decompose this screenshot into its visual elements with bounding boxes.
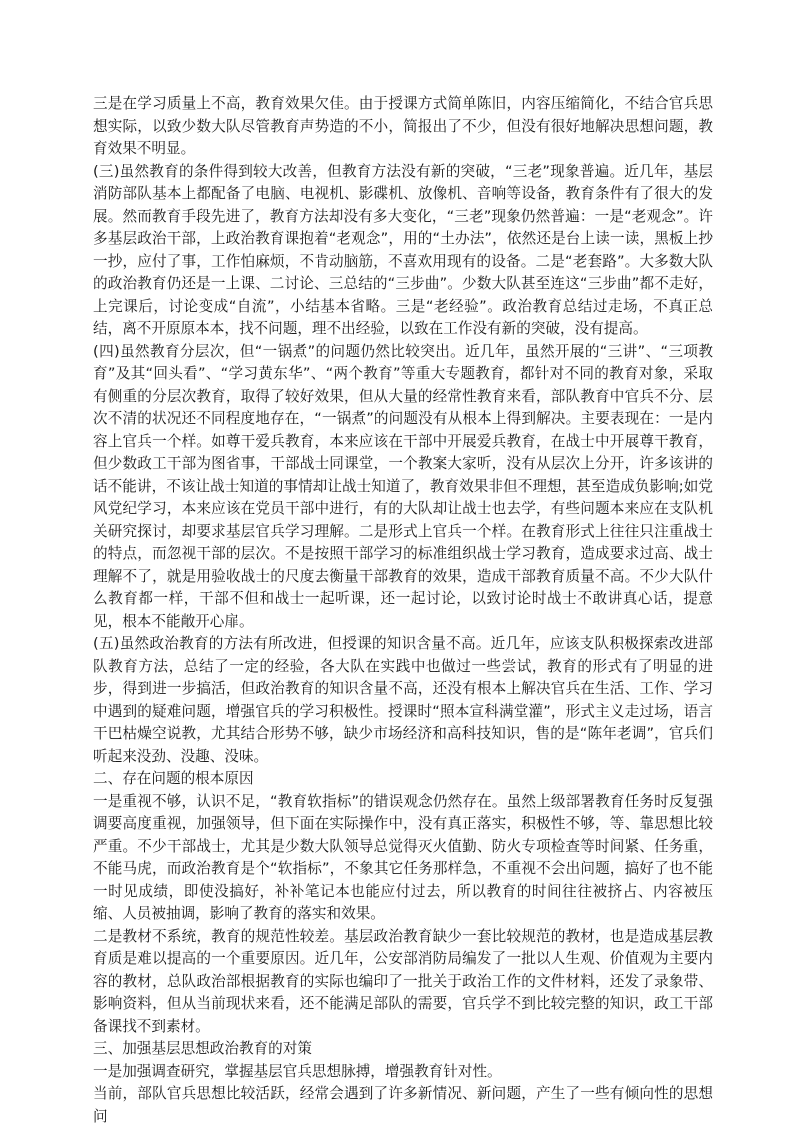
paragraph-section-five-knowledge: (五)虽然政治教育的方法有所改进，但授课的知识含量不高。近几年，应该支队积极探索改进部队教育方法，总结了一定的经验，各大队在实践中也做过一些尝试，教育的形式有了明显的进步，得到进一步搞活，但政治教育的知识含量不高，还没有根本上解决官兵在生活、工作、学习中遇到的疑难问题，增强官兵的学习积极性。授课时“照本宣科满堂灌”，形式主义走过场，语言干巴枯燥空说教，尤其结合形势不够，缺少市场经济和高科技知识，售的是“陈年老调”，官兵们听起来没劲、没趣、没味。 [93, 635, 713, 765]
paragraph-study-quality: 三是在学习质量上不高，教育效果欠佳。由于授课方式简单陈旧，内容压缩简化，不结合官兵思想实际，以致少数大队尽管教育声势造的不小，简报出了不少，但没有很好地解决思想问题，教育效果不明显。 [93, 95, 713, 157]
paragraph-section-four-levels: (四)虽然教育分层次，但“一锅煮”的问题仍然比较突出。近几年，虽然开展的“三讲”、“三项教育”及其“回头看”、“学习黄东华”、“两个教育”等重大专题教育，都针对不同的教育对象，采取有侧重的分层次教育，取得了较好效果，但从大量的经常性教育来看，部队教育中官兵不分、层次不清的状况还不同程度地存在，“一锅煮”的问题没有从根本上得到解决。主要表现在：一是内容上官兵一个样。如尊干爱兵教育，本来应该在干部中开展爱兵教育，在战士中开展尊干教育，但少数政工干部为图省事，干部战士同课堂，一个教案大家听，没有从层次上分开，许多该讲的话不能讲，不该让战士知道的事情却让战士知道了，教育效果非但不理想，甚至造成负影响;如党风党纪学习，本来应该在党员干部中进行，有的大队却让战士也去学，有些问题本来应在支队机关研究探讨，却要求基层官兵学习理解。二是形式上官兵一个样。在教育形式上往往只注重战士的特点，而忽视干部的层次。不是按照干部学习的标准组织战士学习教育，造成要求过高、战士理解不了，就是用验收战士的尺度去衡量干部教育的效果，造成干部教育质量不高。不少大队什么教育都一样，干部不但和战士一起听课，还一起讨论，以致讨论时战士不敢讲真心话，提意见，根本不能敞开心扉。 [93, 342, 713, 630]
document-page [93, 93, 713, 1128]
heading-root-causes: 二、存在问题的根本原因 [93, 770, 254, 787]
paragraph-unsystematic-materials: 二是教材不系统，教育的规范性较差。基层政治教育缺少一套比较规范的教材，也是造成基层教育质是难以提高的一个重要原因。近几年，公安部消防局编发了一批以人生观、价值观为主要内容的教材，总队政治部根据教育的实际也编印了一批关于政治工作的文件材料，还发了录象带、影响资料，但从当前现状来看，还不能满足部队的需要，官兵学不到比较完整的知识，政工干部备课找不到素材。 [93, 927, 713, 1035]
paragraph-current-situation: 当前，部队官兵思想比较活跃，经常会遇到了许多新情况、新问题，产生了一些有倾向性的思想问 [93, 1085, 713, 1125]
paragraph-research: 一是加强调查研究，掌握基层官兵思想脉搏，增强教育针对性。 [93, 1062, 502, 1080]
paragraph-section-three-methods: (三)虽然教育的条件得到较大改善，但教育方法没有新的突破，“三老”现象普遍。近几年，基层消防部队基本上都配备了电脑、电视机、影碟机、放像机、音响等设备，教育条件有了很大的发展。然而教育手段先进了，教育方法却没有多大变化，“三老”现象仍然普遍：一是“老观念”。许多基层政治干部，上政治教育课抱着“老观念”，用的“土办法”，依然还是台上读一读，黑板上抄一抄，应付了事，工作怕麻烦，不肯动脑筋，不喜欢用现有的设备。二是“老套路”。大多数大队的政治教育仍还是一上课、二讨论、三总结的“三步曲”。少数大队甚至连这“三步曲”都不走好，上完课后，讨论变成“自流”，小结基本省略。三是“老经验”。政治教育总结过走场，不真正总结，离不开原原本本，找不问题，理不出经验，以致在工作没有新的突破，没有提高。 [93, 162, 713, 337]
heading-countermeasures: 三、加强基层思想政治教育的对策 [93, 1040, 312, 1057]
paragraph-insufficient-attention: 一是重视不够，认识不足，“教育软指标”的错误观念仍然存在。虽然上级部署教育任务时反复强调要高度重视，加强领导，但下面在实际操作中，没有真正落实，积极性不够，等、靠思想比较严重。不少干部战士，尤其是少数大队领导总觉得灭火值勤、防火专项检查等时间紧、任务重，不能马虎，而政治教育是个“软指标”，不象其它任务那样急，不重视不会出问题，搞好了也不能一时见成绩，即使没搞好，补补笔记本也能应付过去，所以教育的时间往往被挤占、内容被压缩、人员被抽调，影响了教育的落实和效果。 [93, 792, 713, 922]
